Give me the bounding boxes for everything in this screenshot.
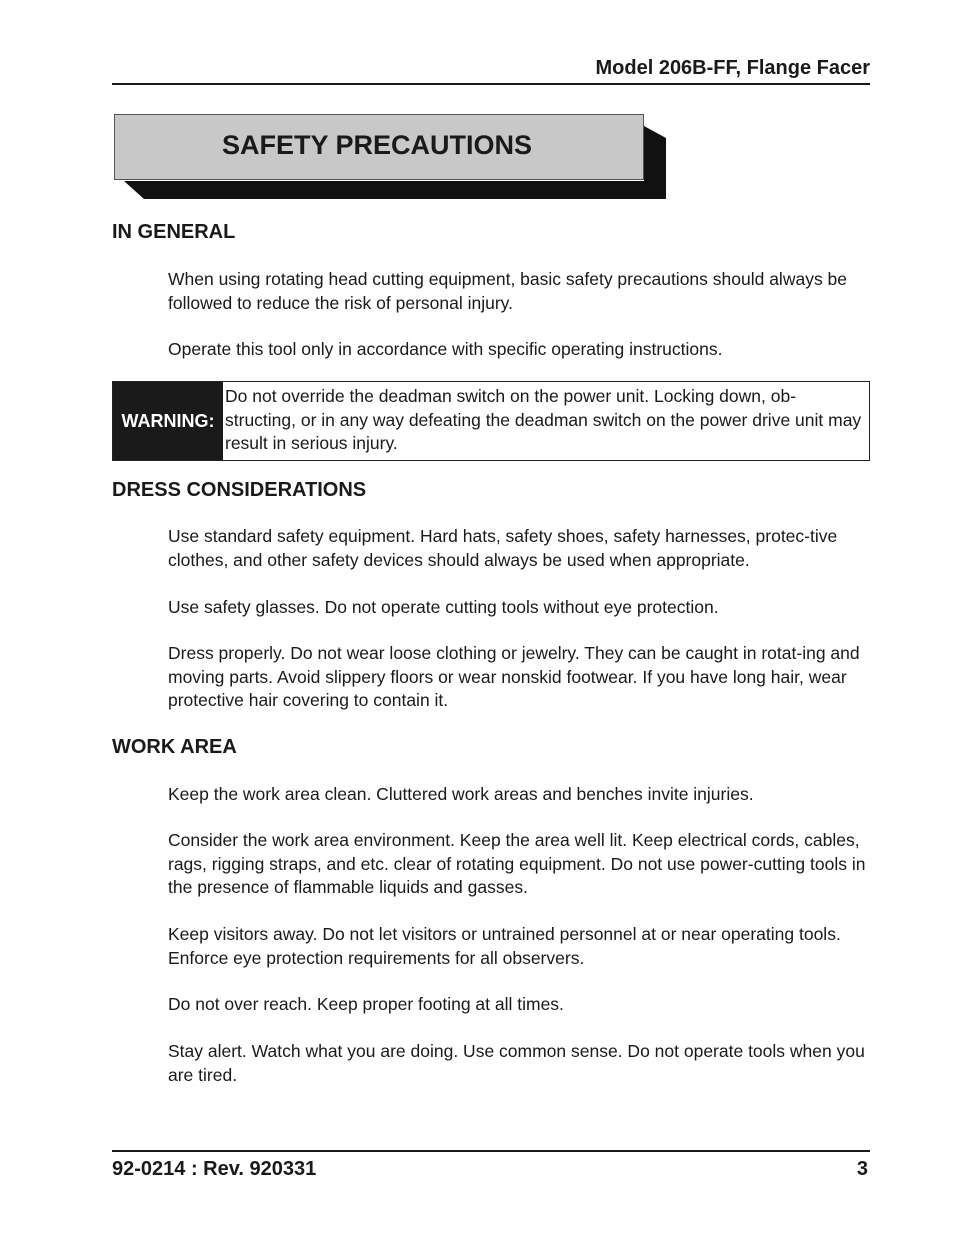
document-header-title: Model 206B-FF, Flange Facer <box>595 57 870 79</box>
paragraph: When using rotating head cutting equipment, basic safety precautions should always be followed to reduce the risk of personal injury. <box>168 269 848 313</box>
warning-label: WARNING: <box>113 382 223 460</box>
paragraph: Dress properly. Do not wear loose clothing or jewelry. They can be caught in rotat-ing and moving parts. Avoid slippery floors or wear nonskid footwear. If you have long hair, wear protective hair covering to contain it. <box>168 643 860 710</box>
warning-text: Do not override the deadman switch on the power unit. Locking down, ob-structing, or in any way defeating the deadman switch on the power drive unit may result in serious injury. <box>223 382 869 460</box>
footer-divider <box>112 1150 870 1152</box>
page-title: SAFETY PRECAUTIONS <box>222 130 533 160</box>
paragraph: Operate this tool only in accordance with specific operating instructions. <box>168 339 723 359</box>
section-heading-work-area: WORK AREA <box>112 736 237 758</box>
paragraph: Keep visitors away. Do not let visitors or untrained personnel at or near operating tools. Enforce eye protection requirements for all observers. <box>168 924 841 968</box>
paragraph: Stay alert. Watch what you are doing. Use common sense. Do not operate tools when you are tired. <box>168 1041 865 1085</box>
section-heading-dress-considerations: DRESS CONSIDERATIONS <box>112 479 367 501</box>
page-number: 3 <box>856 1158 868 1180</box>
paragraph: Consider the work area environment. Keep the area well lit. Keep electrical cords, cables, rags, rigging straps, and etc. clear of rotating equipment. Do not use power-cutting tools in the presence of flammable liquids and gasses. <box>168 830 866 897</box>
paragraph: Do not over reach. Keep proper footing at all times. <box>168 994 564 1014</box>
paragraph: Keep the work area clean. Cluttered work areas and benches invite injuries. <box>168 784 754 804</box>
paragraph: Use standard safety equipment. Hard hats, safety shoes, safety harnesses, protec-tive clothes, and other safety devices should always be used when appropriate. <box>168 526 838 570</box>
document-number: 92-0214 : Rev. 920331 <box>112 1158 317 1180</box>
warning-box <box>112 381 870 461</box>
paragraph: Use safety glasses. Do not operate cutting tools without eye protection. <box>168 597 719 617</box>
header-divider <box>112 83 870 85</box>
section-heading-in-general: IN GENERAL <box>112 221 236 243</box>
